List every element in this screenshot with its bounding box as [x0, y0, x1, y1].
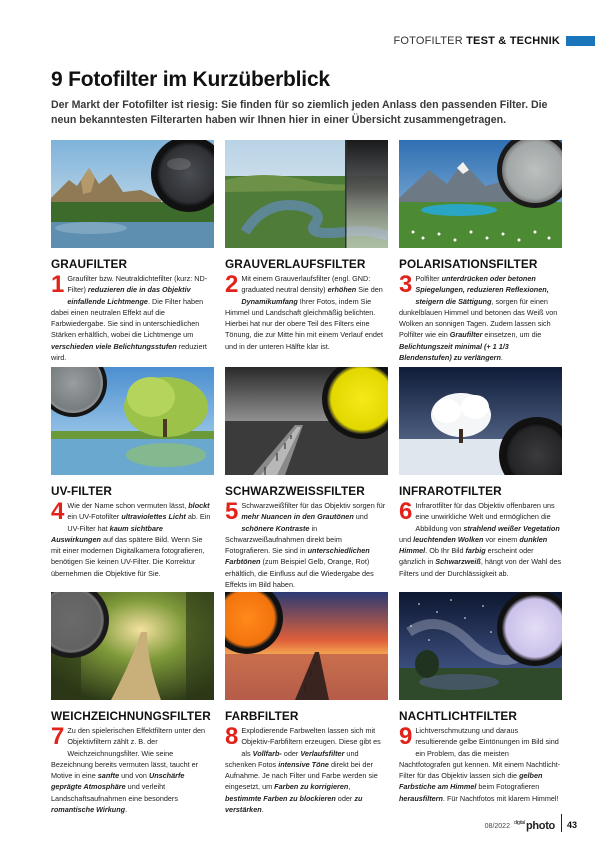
filter-title: WEICHZEICHNUNGSFILTER	[51, 709, 211, 723]
body-text: .	[500, 353, 503, 363]
filter-description	[399, 500, 562, 579]
body-text: beim Fotografieren	[476, 782, 540, 792]
filter-number: 8	[225, 723, 239, 750]
highlighted-text: unterdrücken oder betonen Spiegelungen, reduzieren Reflexionen, steigern die Sättigung	[415, 274, 549, 306]
issue-number: 08/2022	[484, 823, 510, 830]
highlighted-text: bestimmte Farben zu blockieren	[225, 793, 336, 803]
photo-polarisationsfilter	[399, 140, 562, 248]
highlighted-text: zu verstärken	[225, 793, 363, 815]
body-text: ,	[348, 782, 351, 792]
highlighted-text: romantische Wirkung	[51, 805, 126, 815]
footer-divider	[561, 814, 562, 832]
highlighted-text: herausfiltern	[399, 793, 443, 803]
highlighted-text: dunklen Himmel	[399, 534, 548, 556]
body-text: oder	[335, 793, 355, 803]
filter-number: 6	[399, 498, 413, 525]
highlighted-text: erhöhen	[327, 285, 357, 295]
filter-number: 2	[225, 271, 239, 298]
body-text: , hängt von der Wahl des Filters und der Durchlässigkeit ab.	[399, 557, 562, 578]
body-text: und	[399, 534, 414, 544]
body-text: , sorgen für einen dunkelblauen Himmel und betonen das Weiß von Wolken an sonnigen Tagen. Zudem lassen sich Polfilter wie ein	[399, 296, 558, 340]
filter-description	[225, 273, 388, 352]
filter-number: 1	[51, 271, 65, 298]
body-text: auf das spätere Bild. Wenn Sie mit einer modernen Digitalkamera fotografieren, benötigen Sie keinen UV-Filter. Die Korrektur übernehmen die Objektive für Sie.	[51, 534, 205, 578]
highlighted-text: blockt	[188, 501, 210, 510]
highlighted-text: reduzieren die in das Objektiv einfallende Lichtmenge	[67, 285, 191, 306]
highlighted-text: ultraviolettes Licht	[121, 512, 186, 522]
highlighted-text: leuchtenden Wolken	[413, 534, 484, 544]
body-text: Lichtverschmutzung und daraus resultierende gelbe Eintönungen im Bild sind ein Problem, das die meisten Nachtfotografen gut kennen. Mit einem Nachtlicht-Filter für das Objektiv lassen sich die	[399, 726, 561, 781]
highlighted-text: Farben zu korrigieren	[274, 782, 349, 792]
photo-nachtlichtfilter	[399, 592, 562, 700]
filter-description	[51, 500, 214, 579]
body-text: ein UV-Fotofilter	[67, 512, 122, 522]
section-label: FOTOFILTER TEST & TECHNIK	[393, 35, 560, 47]
body-text: Zu den spielerischen Effektfiltern unter den Objektivfiltern zählt z. B. der Weichzeichnungsfilter. Wie seine Bezeichnung bereits vermuten lässt, taucht er Motive in eine	[51, 726, 206, 781]
article-title: 9 Fotofilter im Kurzüberblick	[51, 68, 330, 91]
highlighted-text: unterschiedlichen Farbtönen	[225, 546, 370, 567]
body-text: . Die Filter haben dabei einen neutralen Effekt auf die Farbwiedergabe. Sie sind in unterschiedlichen Stärken erhältlich, wobei die Lichtmenge um	[51, 296, 204, 340]
highlighted-text: intensive Töne	[278, 759, 329, 769]
photo-grauverlaufsfilter	[225, 140, 388, 248]
article-intro: Der Markt der Fotofilter ist riesig: Sie finden für so ziemlich jeden Anlass den passenden Filter. Die neun bekanntesten Filterarten haben wir Ihnen hier in einer Übersicht zusammengetragen.	[51, 99, 548, 126]
body-text: in Schwarzweißaufnahmen direkt beim Fotografieren. Sie sind in	[225, 523, 342, 556]
filter-description	[399, 273, 562, 363]
page-number: 43	[566, 820, 577, 830]
highlighted-text: Schwarzweiß	[435, 557, 481, 567]
highlighted-text: Verlaufsfilter	[300, 748, 345, 758]
highlighted-text: kaum sichtbare Auswirkungen	[51, 523, 163, 544]
filter-number: 3	[399, 271, 413, 298]
body-text: Graufilter bzw. Neutraldichtefilter (kurz: ND-Filter)	[67, 274, 208, 295]
highlighted-text: gelben Farbstiche am Himmel	[399, 771, 543, 792]
filter-title: UV-FILTER	[51, 484, 112, 498]
body-text: Sie den	[356, 285, 383, 295]
body-text: und	[353, 512, 368, 522]
filter-number: 9	[399, 723, 413, 750]
photo-schwarzweissfilter	[225, 367, 388, 475]
section-header	[393, 34, 595, 48]
highlighted-text: Dynamikumfang	[241, 296, 298, 306]
magazine-logo: $^{digital}$photo	[513, 820, 555, 832]
filter-title: POLARISATIONSFILTER	[399, 257, 538, 271]
body-text: Ihrer Fotos, indem Sie Himmel und Landschaft gleichmäßig belichten. Hierbei hat nur der obere Teil des Filters eine Tönung, die zur Mitte hin mit einem Verlauf endet und in der unteren Hälfte klar ist.	[225, 296, 383, 351]
body-text: oder	[281, 748, 301, 758]
filter-title: GRAUVERLAUFSFILTER	[225, 257, 366, 271]
filter-description	[225, 725, 388, 815]
header-accent-bar	[566, 36, 595, 46]
body-text: Polfilter	[415, 274, 442, 283]
body-text: erscheint oder gänzlich in	[399, 546, 534, 567]
highlighted-text: verschieden viele Belichtungsstufen	[51, 341, 177, 351]
filter-description	[225, 500, 388, 590]
filter-description	[399, 725, 562, 804]
body-text: Infrarotfilter für das Objektiv offenbaren uns eine unwirkliche Welt und ermöglichen die Abbildung von	[415, 501, 555, 533]
body-text: einsetzen, um die	[482, 330, 542, 340]
body-text: und von	[119, 771, 149, 781]
filter-description	[51, 725, 214, 815]
photo-uv-filter	[51, 367, 214, 475]
filter-title: SCHWARZWEISSFILTER	[225, 484, 365, 498]
highlighted-text: Graufilter	[449, 330, 483, 340]
highlighted-text: Belichtungszeit minimal (+ 1 1/3 Blendenstufen) zu verlängern	[399, 341, 509, 363]
filter-number: 5	[225, 498, 239, 525]
highlighted-text: strahlend weißer Vegetation	[463, 523, 560, 533]
photo-infrarotfilter	[399, 367, 562, 475]
body-text: vor einem	[483, 534, 520, 544]
body-text: Mit einem Grauverlaufsfilter (engl. GND: graduated neutral density)	[241, 274, 371, 295]
filter-number: 4	[51, 498, 65, 525]
photo-graufilter	[51, 140, 214, 248]
highlighted-text: schönere Kontraste	[241, 523, 310, 533]
body-text: . Für Nachtfotos mit klarem Himmel!	[442, 793, 559, 803]
filter-title: GRAUFILTER	[51, 257, 128, 271]
body-text: .	[261, 805, 264, 815]
body-text: (zum Beispiel Gelb, Orange, Rot) erhältlich, die Einfluss auf die Wiedergabe des Effekts im Bild haben.	[225, 557, 374, 590]
body-text: Schwarzweißfilter für das Objektiv sorgen für	[241, 501, 386, 510]
filter-number: 7	[51, 723, 65, 750]
highlighted-text: mehr Nuancen in den Grautönen	[241, 512, 354, 522]
highlighted-text: Vollfarb-	[252, 748, 282, 758]
body-text: ab. Ein UV-Filter hat	[67, 512, 211, 533]
filter-title: NACHTLICHTFILTER	[399, 709, 518, 723]
filter-description	[51, 273, 214, 363]
highlighted-text: farbig	[465, 546, 486, 556]
filter-title: INFRAROTFILTER	[399, 484, 502, 498]
body-text: Wie der Name schon vermuten lässt,	[67, 501, 189, 510]
body-text: direkt bei der Aufnahme. Je nach Filter und Farbe werden sie eingesetzt, um	[225, 759, 378, 792]
body-text: . Ob Ihr Bild	[425, 546, 466, 556]
photo-weichzeichnungsfilter	[51, 592, 214, 700]
body-text: Explodierende Farbwelten lassen sich mit Objektiv-Farbfiltern erzeugen. Diese gibt es als	[241, 726, 381, 758]
body-text: reduziert wird.	[51, 341, 207, 363]
photo-farbfilter	[225, 592, 388, 700]
highlighted-text: sanfte	[97, 771, 120, 781]
body-text: und verleiht Landschaftsaufnahmen eine besonders	[51, 782, 178, 803]
filter-title: FARBFILTER	[225, 709, 299, 723]
body-text: .	[125, 805, 128, 815]
highlighted-text: Unschärfe geprägte Atmosphäre	[51, 771, 185, 792]
page-footer	[485, 812, 577, 832]
body-text: und schenken Fotos	[225, 748, 359, 769]
